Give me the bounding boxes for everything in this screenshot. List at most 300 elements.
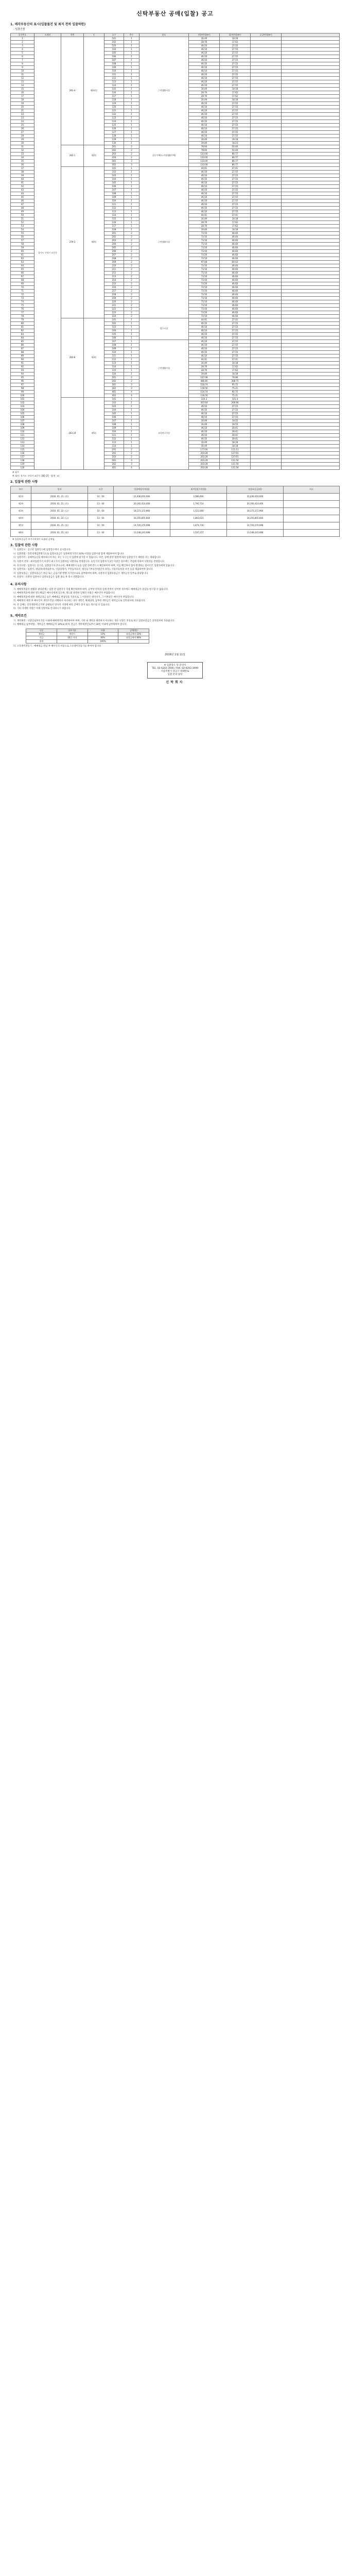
lot-number-cell: 97 [11,383,34,386]
unit-cell: 115 [104,87,124,91]
area-cell: 28.76 [189,365,220,368]
supply-area-cell [251,267,282,271]
supply-area-cell [251,271,282,275]
unit-cell: 205 [104,246,124,249]
floor-cell: 1 [124,350,139,354]
floor-cell: 1 [124,213,139,217]
lot-number-cell: 95 [11,376,34,379]
lot-number-cell: 17 [11,94,34,98]
blank-cell [282,174,340,177]
floor-cell: 2 [124,231,139,235]
blank-cell [282,37,340,40]
supply-area-cell [251,293,282,296]
floor-cell: 1 [124,112,139,116]
land-area-cell: 27.55 [220,340,251,343]
land-area-cell: 86.77 [220,156,251,159]
supply-area-cell [251,365,282,368]
land-area-cell: 86.77 [220,152,251,156]
blank-cell [282,394,340,397]
land-area-cell: 27.55 [220,65,251,69]
lot-number-cell: 117 [11,455,34,459]
paragraph: 가. 입찰일시 : 공고된 입찰일시에 입찰장소에서 실시합니다. [13,549,71,552]
floor-cell: 1 [124,101,139,105]
paragraph: 사. 입찰보증금 : 입찰보증금은 현금 또는 금융기관 발행 자기앞수표로 납부하여야 하며, 낙찰자의 입찰보증금은 계약금의 일부로 충당합니다. [13,572,149,575]
table-cell: 2016. 01. 25. (월) [31,529,88,536]
supply-area-cell [251,246,282,249]
supply-area-cell [251,466,282,469]
land-area-cell: 18.18 [220,87,251,91]
unit-cell: 103 [104,174,124,177]
unit-cell: 223 [104,311,124,314]
area-cell: 46.50 [189,80,220,83]
floor-cell: 2 [124,307,139,311]
bid-schedule-table [10,486,340,537]
floor-cell: 1 [124,422,139,426]
header-cell: 납부기한 [57,629,87,632]
supply-area-cell [251,242,282,246]
supply-area-cell [251,376,282,379]
land-area-cell: 27.55 [220,58,251,62]
building-cell: 제4동 [84,166,104,318]
supply-area-cell [251,264,282,267]
unit-cell: 115 [104,217,124,221]
unit-cell: 103 [104,404,124,408]
area-cell: 46.50 [189,404,220,408]
land-area-cell: 50.40 [220,145,251,148]
area-cell: 220.3 [189,397,220,401]
area-cell: 73.50 [189,271,220,275]
table-cell: 16,355,855,664 [227,515,284,522]
blank-cell [282,340,340,343]
lot-number-cell: 82 [11,329,34,332]
area-cell: 28.76 [189,91,220,94]
floor-cell: 1 [124,98,139,101]
supply-area-cell [251,221,282,224]
supply-area-cell [251,426,282,430]
floor-cell: 2 [124,379,139,383]
lot-number-cell: 105 [11,412,34,415]
area-cell: 46.50 [189,73,220,76]
land-area-cell: 27.55 [220,202,251,206]
floor-cell: 1 [124,174,139,177]
section3-body [13,549,340,580]
blank-cell [282,267,340,271]
supply-area-cell [251,444,282,448]
land-area-cell: 46.60 [220,239,251,242]
supply-area-cell [251,419,282,422]
land-area-cell: 17.62 [220,40,251,44]
unit-cell: 117 [104,94,124,98]
area-cell: 97.08 [189,260,220,264]
area-cell: 46.50 [189,65,220,69]
unit-cell: 201 [104,448,124,451]
supply-area-cell [251,253,282,257]
unit-cell: 105 [104,332,124,336]
contact-line: TEL. 02-6202-3000 / FAX. 02-6202-3099 [151,667,199,670]
blank-cell [282,120,340,123]
area-cell: 486.85 [189,379,220,383]
land-area-cell: 27.55 [220,120,251,123]
section1-subheading: - 입찰건물 [13,28,25,31]
supply-area-cell [251,37,282,40]
floor-cell: 4 [124,466,139,469]
land-area-cell: 27.55 [220,404,251,408]
footer [10,653,340,684]
blank-cell [282,184,340,188]
lot-number-cell: 88 [11,350,34,354]
lot-number-cell: 64 [11,264,34,267]
lot-number-cell: 94 [11,372,34,376]
blank-cell [282,412,340,415]
supply-area-cell [251,116,282,120]
lot-number-cell: 23 [11,116,34,120]
unit-cell: 207 [104,253,124,257]
area-cell: 78.00 [189,148,220,152]
floor-cell: 1 [124,440,139,444]
area-cell: 28.76 [189,224,220,228]
supply-area-cell [251,87,282,91]
paragraph: 가. 계약체결 : 낙찰일로부터 5일 이내에 매매계약을 체결하여야 하며, 기한 내 계약을 체결하지 아니하는 경우 낙찰은 무효로 하고 입찰보증금은 신탁회사에 귀속됩니다. [13,619,175,622]
parcel-cell: 281-4 [61,37,84,145]
floor-cell: 2 [124,249,139,253]
unit-cell: 208 [104,257,124,260]
lot-number-cell: 81 [11,325,34,329]
blank-cell [282,94,340,98]
lot-number-cell: 8 [11,62,34,65]
blank-cell [282,296,340,300]
land-area-cell: 27.55 [220,116,251,120]
unit-cell: 110 [104,350,124,354]
paragraph: 마. 유의사항 : 입찰자는 공고문, 입찰참가자 준수규칙, 매매계약서 등을 입찰 전에 반드시 확인하여야 하며, 이를 확인하지 않아 발생하는 불이익은 입찰자에게 있습니다. [13,564,175,567]
blank-cell [282,62,340,65]
lot-number-cell: 44 [11,192,34,195]
blank-cell [282,210,340,213]
floor-cell: 2 [124,278,139,282]
blank-cell [282,145,340,148]
land-area-cell: 46.60 [220,296,251,300]
land-area-cell: 28.41 [220,430,251,433]
table-cell: 2016. 01. 21. (목) [31,493,88,500]
header-cell: 구분 [26,629,57,632]
table-cell: 2,089,400 [170,493,227,500]
area-cell: 30.49 [189,98,220,101]
area-cell: 46.50 [189,55,220,58]
land-area-cell: 50.40 [220,148,251,152]
area-cell: 73.50 [189,307,220,311]
lot-number-cell: 113 [11,440,34,444]
supply-area-cell [251,163,282,166]
floor-cell: 2 [124,282,139,285]
floor-cell: 1 [124,192,139,195]
supply-area-cell [251,170,282,174]
lot-number-cell: 9 [11,65,34,69]
lot-number-cell: 74 [11,300,34,303]
blank-cell [282,195,340,199]
supply-area-cell [251,289,282,293]
header-cell: 입찰예정가격(원) [114,486,170,493]
land-area-cell: 78.86 [220,376,251,379]
land-area-cell: 27.01 [220,358,251,361]
land-area-cell: 27.55 [220,112,251,116]
floor-cell: 1 [124,73,139,76]
blank-cell [282,101,340,105]
paragraph: 다. 입찰자격 : 공매부동산을 매수하고자 하는 자는 누구든지 입찰에 참가할 수 있습니다. 다만, 공매 관련 법령에 따라 입찰참가가 제한된 자는 제외합니다. [13,556,162,560]
supply-area-cell [251,177,282,181]
table-cell: 10% [87,632,118,636]
land-area-cell: 18.18 [220,138,251,141]
area-cell: 46.50 [189,325,220,329]
supply-area-cell [251,314,282,318]
lot-number-cell: 73 [11,296,34,300]
unit-cell: 212 [104,271,124,275]
blank-cell [282,65,340,69]
blank-cell [282,105,340,109]
land-area-cell: 27.55 [220,412,251,415]
floor-cell: 1 [124,404,139,408]
supply-area-cell [251,437,282,440]
area-cell: 46.50 [189,101,220,105]
area-cell: 44.91 [189,318,220,321]
area-cell: 46.50 [189,408,220,412]
floor-cell: 1 [124,325,139,329]
blank-cell [282,123,340,127]
blank-cell [282,69,340,73]
blank-cell [282,365,340,368]
lot-number-cell: 62 [11,257,34,260]
floor-cell: 1 [124,318,139,321]
land-area-cell: 18.18 [220,228,251,231]
area-cell: 73.50 [189,253,220,257]
unit-cell: 122 [104,112,124,116]
blank-cell [282,397,340,401]
floor-cell: 2 [124,451,139,455]
supply-area-cell [251,159,282,163]
floor-cell: 3 [124,462,139,466]
supply-area-cell [251,181,282,184]
blank-cell [282,354,340,358]
lot-number-cell: 85 [11,340,34,343]
area-cell: 28.76 [189,94,220,98]
land-area-cell: 46.60 [220,275,251,278]
supply-area-cell [251,462,282,466]
supply-area-cell [251,275,282,278]
unit-cell: 112 [104,76,124,80]
parcel-cell: 282-1 [61,145,84,166]
unit-cell: 113 [104,210,124,213]
blank-cell [282,221,340,224]
area-cell: 150.74 [189,383,220,386]
lot-number-cell: 28 [11,134,34,138]
floor-cell: 2 [124,235,139,239]
table-cell: 22,436,016,000 [114,493,170,500]
supply-area-cell [251,422,282,426]
supply-area-cell [251,361,282,365]
property-table [10,33,340,470]
floor-cell: 1 [124,228,139,231]
blank-cell [282,170,340,174]
blank-cell [282,347,340,350]
blank-cell [282,325,340,329]
unit-cell: 125 [104,123,124,127]
lot-number-cell: 15 [11,87,34,91]
land-area-cell: 95.75 [220,390,251,394]
section2-heading: 2. 입찰에 관한 사항 [10,480,38,484]
blank-cell [282,361,340,365]
unit-cell: 108 [104,192,124,195]
area-cell: 30.49 [189,228,220,231]
lot-number-cell: 114 [11,444,34,448]
floor-cell: 1 [124,354,139,358]
land-area-cell: 27.55 [220,192,251,195]
lot-number-cell: 106 [11,415,34,419]
supply-area-cell [251,47,282,51]
land-area-cell: 27.55 [220,347,251,350]
blank-cell [282,293,340,296]
table-cell: 14,720,270,098 [114,522,170,529]
blank-cell [282,376,340,379]
lot-number-cell: 33 [11,152,34,156]
land-area-cell: 27.55 [220,336,251,340]
floor-cell: 1 [124,408,139,412]
area-cell: 73.50 [189,249,220,253]
table-cell: 낙찰금액의 10% [118,632,149,636]
blank-cell [282,228,340,231]
lot-number-cell: 90 [11,358,34,361]
building-cell: 제2동 [84,145,104,166]
floor-cell: 1 [124,365,139,368]
floor-cell: 4 [124,394,139,397]
area-cell: 73.50 [189,239,220,242]
floor-cell: 1 [124,37,139,40]
blank-cell [282,80,340,83]
land-area-cell: 308.75 [220,379,251,383]
floor-cell: 1 [124,321,139,325]
floor-cell: 2 [124,264,139,267]
land-area-cell: 28.41 [220,433,251,437]
unit-cell: 128 [104,134,124,138]
area-cell: 177.00 [189,448,220,451]
lot-number-cell: 32 [11,148,34,152]
table-cell: 10 : 00 [88,493,114,500]
lot-number-cell: 45 [11,195,34,199]
land-area-cell: 86.77 [220,163,251,166]
unit-cell: 104 [104,47,124,51]
land-area-cell: 131.50 [220,466,251,469]
use-cell: 근린생활시설 [139,166,189,318]
lot-number-cell: 13 [11,80,34,83]
table-cell: 10 : 00 [88,522,114,529]
table-row [11,507,340,515]
area-cell: 44.91 [189,213,220,217]
land-area-cell: 95.75 [220,383,251,386]
blank-cell [282,257,340,260]
floor-cell: 2 [124,285,139,289]
supply-area-cell [251,249,282,253]
supply-area-cell [251,109,282,112]
supply-area-cell [251,401,282,404]
table-cell: 13,248,243,088 [227,529,284,536]
area-cell: 46.50 [189,105,220,109]
floor-cell: 2 [124,296,139,300]
area-cell: 133.00 [189,156,220,159]
blank-cell [282,440,340,444]
blank-cell [282,213,340,217]
supply-area-cell [251,213,282,217]
unit-cell: 215 [104,282,124,285]
supply-area-cell [251,307,282,311]
supply-area-cell [251,76,282,80]
blank-cell [282,275,340,278]
floor-cell: 3 [124,383,139,386]
contact-box [147,662,203,679]
unit-cell: 217 [104,289,124,293]
unit-cell: 107 [104,419,124,422]
table-cell: 10 : 00 [88,507,114,515]
floor-cell: 1 [124,134,139,138]
area-cell: 30.49 [189,419,220,422]
unit-cell: 210 [104,264,124,267]
bid-schedule-header [11,486,340,493]
area-cell: 30.49 [189,87,220,91]
unit-cell: 103 [104,44,124,47]
lot-number-cell: 116 [11,451,34,455]
land-area-cell: 18.18 [220,440,251,444]
area-cell: 46.50 [189,120,220,123]
area-cell: 133.00 [189,152,220,156]
supply-area-cell [251,354,282,358]
floor-cell: 1 [124,83,139,87]
table-cell: 18,173,172,960 [227,507,284,515]
lot-number-cell: 54 [11,228,34,231]
area-cell: 73.50 [189,246,220,249]
blank-cell [282,109,340,112]
unit-cell: 116 [104,221,124,224]
land-area-cell: 46.60 [220,289,251,293]
area-cell: 73.50 [189,289,220,293]
area-cell: 203.28 [189,459,220,462]
blank-cell [282,451,340,455]
blank-cell [282,462,340,466]
lot-number-cell: 35 [11,159,34,163]
header-cell: 공급면적(m²) [251,33,282,37]
unit-cell: 114 [104,444,124,448]
table-cell: 13 : 00 [88,500,114,507]
floor-cell: 1 [124,372,139,376]
header-cell [282,33,340,37]
lot-number-cell: 102 [11,401,34,404]
unit-cell: 111 [104,73,124,76]
area-cell: 46.50 [189,426,220,430]
area-cell: 46.50 [189,181,220,184]
remark-cell [284,493,340,500]
supply-area-cell [251,123,282,127]
table-cell: 1,522,000 [170,507,227,515]
area-cell: 44.91 [189,358,220,361]
unit-cell: 218 [104,293,124,296]
unit-cell: 101 [104,318,124,321]
floor-cell: 1 [124,170,139,174]
area-cell: 203.28 [189,451,220,455]
land-area-cell: 27.55 [220,343,251,347]
blank-cell [282,448,340,451]
area-cell: 46.50 [189,127,220,130]
supply-area-cell [251,73,282,76]
supply-area-cell [251,343,282,347]
floor-cell: 2 [124,293,139,296]
floor-cell: 1 [124,412,139,415]
blank-cell [282,379,340,383]
lot-number-cell: 5 [11,51,34,55]
